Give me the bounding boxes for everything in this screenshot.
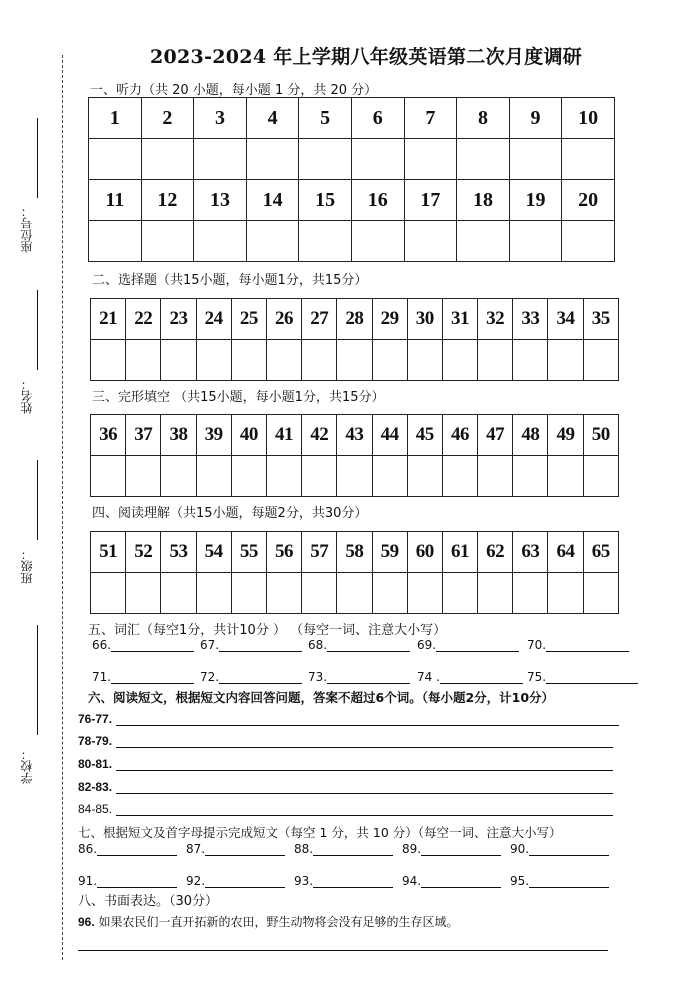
answer-cell[interactable] bbox=[194, 139, 247, 180]
answer-cell[interactable] bbox=[231, 456, 266, 497]
blank-number: 68. bbox=[308, 638, 328, 652]
question-number: 23 bbox=[161, 299, 196, 340]
question-number: 24 bbox=[196, 299, 231, 340]
question-number: 19 bbox=[509, 180, 562, 221]
question-number: 10 bbox=[562, 98, 615, 139]
question-number: 1 bbox=[89, 98, 142, 139]
answer-cell[interactable] bbox=[457, 221, 510, 262]
choice-answer-row bbox=[91, 340, 619, 381]
answer-cell[interactable] bbox=[583, 573, 618, 614]
reading-answer-row bbox=[91, 573, 619, 614]
question-number: 61 bbox=[442, 532, 477, 573]
answer-line[interactable] bbox=[116, 747, 613, 748]
answer-cell[interactable] bbox=[372, 340, 407, 381]
listening-number-row-1 bbox=[89, 98, 615, 139]
blank-number: 72. bbox=[200, 670, 220, 684]
answer-cell[interactable] bbox=[457, 139, 510, 180]
question-number: 43 bbox=[337, 415, 372, 456]
question-number: 64 bbox=[548, 532, 583, 573]
blank-number: 93. bbox=[294, 874, 314, 888]
answer-blank[interactable] bbox=[546, 638, 629, 652]
answer-cell[interactable] bbox=[299, 221, 352, 262]
question-number: 46 bbox=[442, 415, 477, 456]
answer-cell[interactable] bbox=[126, 456, 161, 497]
page-title: 2023-2024 年上学期八年级英语第二次月度调研 bbox=[150, 46, 583, 68]
answer-cell[interactable] bbox=[161, 456, 196, 497]
question-number: 56 bbox=[266, 532, 301, 573]
qa-number: 80-81. bbox=[78, 757, 113, 771]
answer-cell[interactable] bbox=[548, 573, 583, 614]
blank-number: 94. bbox=[402, 874, 422, 888]
answer-cell[interactable] bbox=[266, 456, 301, 497]
answer-cell[interactable] bbox=[161, 573, 196, 614]
question-number: 54 bbox=[196, 532, 231, 573]
answer-cell[interactable] bbox=[89, 221, 142, 262]
question-number: 21 bbox=[91, 299, 126, 340]
question-number: 36 bbox=[91, 415, 126, 456]
answer-cell[interactable] bbox=[372, 456, 407, 497]
question-number: 41 bbox=[266, 415, 301, 456]
answer-cell[interactable] bbox=[509, 139, 562, 180]
blank-number: 71. bbox=[92, 670, 112, 684]
answer-cell[interactable] bbox=[548, 340, 583, 381]
qa-number: 84-85. bbox=[78, 802, 113, 816]
answer-blank[interactable] bbox=[313, 874, 393, 888]
class-label: 班级： bbox=[20, 548, 34, 584]
seat-number-line bbox=[37, 118, 38, 198]
answer-cell[interactable] bbox=[89, 139, 142, 180]
question-number: 5 bbox=[299, 98, 352, 139]
answer-cell[interactable] bbox=[562, 221, 615, 262]
question-number: 26 bbox=[266, 299, 301, 340]
answer-blank[interactable] bbox=[421, 842, 501, 856]
answer-cell[interactable] bbox=[407, 340, 442, 381]
cloze-number-row bbox=[91, 415, 619, 456]
reading-number-row bbox=[91, 532, 619, 573]
seat-number-label: 座位号： bbox=[20, 205, 34, 253]
question-number: 44 bbox=[372, 415, 407, 456]
question-number: 9 bbox=[509, 98, 562, 139]
name-label: 姓名： bbox=[20, 378, 34, 414]
answer-blank[interactable] bbox=[219, 670, 302, 684]
essay-answer-line[interactable] bbox=[78, 950, 608, 951]
choice-answer-grid bbox=[90, 298, 619, 381]
answer-blank[interactable] bbox=[111, 670, 194, 684]
blank-number: 69. bbox=[417, 638, 437, 652]
answer-blank[interactable] bbox=[327, 638, 410, 652]
answer-cell[interactable] bbox=[509, 221, 562, 262]
question-number: 22 bbox=[126, 299, 161, 340]
question-number: 11 bbox=[89, 180, 142, 221]
answer-cell[interactable] bbox=[442, 340, 477, 381]
completion-blanks bbox=[78, 842, 638, 892]
blank-number: 90. bbox=[510, 842, 530, 856]
question-number: 39 bbox=[196, 415, 231, 456]
section-writing-heading: 八、书面表达。（30分） bbox=[78, 894, 219, 909]
listening-answer-row-2 bbox=[89, 221, 615, 262]
question-number: 57 bbox=[302, 532, 337, 573]
answer-line[interactable] bbox=[116, 725, 619, 726]
answer-blank[interactable] bbox=[421, 874, 501, 888]
question-number: 30 bbox=[407, 299, 442, 340]
question-number: 55 bbox=[231, 532, 266, 573]
blank-number: 91. bbox=[78, 874, 98, 888]
blank-number: 67. bbox=[200, 638, 220, 652]
question-number: 52 bbox=[126, 532, 161, 573]
answer-cell[interactable] bbox=[513, 456, 548, 497]
class-line bbox=[37, 460, 38, 540]
answer-blank[interactable] bbox=[327, 670, 410, 684]
question-number: 40 bbox=[231, 415, 266, 456]
blank-number: 92. bbox=[186, 874, 206, 888]
class-field[interactable] bbox=[18, 460, 58, 590]
answer-cell[interactable] bbox=[231, 340, 266, 381]
question-number: 29 bbox=[372, 299, 407, 340]
answer-blank[interactable] bbox=[97, 874, 177, 888]
answer-line[interactable] bbox=[116, 770, 613, 771]
essay-prompt-text: 如果农民们一直开拓新的农田，野生动物将会没有足够的生存区域。 bbox=[98, 915, 459, 929]
blank-number: 75. bbox=[527, 670, 547, 684]
question-number: 59 bbox=[372, 532, 407, 573]
qa-number: 76-77. bbox=[78, 712, 113, 726]
answer-cell[interactable] bbox=[442, 573, 477, 614]
question-number: 20 bbox=[562, 180, 615, 221]
answer-cell[interactable] bbox=[351, 221, 404, 262]
answer-cell[interactable] bbox=[372, 573, 407, 614]
answer-cell[interactable] bbox=[302, 456, 337, 497]
reading-answer-grid bbox=[90, 531, 619, 614]
vocab-blanks bbox=[92, 638, 652, 688]
question-number: 13 bbox=[194, 180, 247, 221]
qa-number: 82-83. bbox=[78, 780, 113, 794]
answer-cell[interactable] bbox=[141, 221, 194, 262]
cut-line bbox=[62, 55, 63, 960]
name-line bbox=[37, 290, 38, 370]
section-vocab-heading: 五、词汇（每空1分，共计10分 ） （每空一词、注意大小写） bbox=[88, 623, 447, 638]
answer-cell[interactable] bbox=[404, 139, 457, 180]
answer-cell[interactable] bbox=[91, 340, 126, 381]
listening-answer-row-1 bbox=[89, 139, 615, 180]
answer-line[interactable] bbox=[116, 815, 613, 816]
essay-prompt bbox=[78, 913, 459, 930]
section-choice-heading: 二、选择题（共15小题，每小题1分，共15分） bbox=[92, 273, 368, 288]
question-number: 12 bbox=[141, 180, 194, 221]
question-number: 15 bbox=[299, 180, 352, 221]
answer-cell[interactable] bbox=[478, 573, 513, 614]
question-number: 34 bbox=[548, 299, 583, 340]
blank-number: 70. bbox=[527, 638, 547, 652]
answer-cell[interactable] bbox=[194, 221, 247, 262]
answer-cell[interactable] bbox=[478, 340, 513, 381]
question-number: 37 bbox=[126, 415, 161, 456]
answer-blank[interactable] bbox=[219, 638, 302, 652]
answer-cell[interactable] bbox=[337, 456, 372, 497]
blank-number: 86. bbox=[78, 842, 98, 856]
question-number: 18 bbox=[457, 180, 510, 221]
question-number: 17 bbox=[404, 180, 457, 221]
answer-blank[interactable] bbox=[440, 670, 523, 684]
answer-blank[interactable] bbox=[529, 842, 609, 856]
answer-cell[interactable] bbox=[407, 573, 442, 614]
section-listening-heading: 一、听力（共 20 小题，每小题 1 分，共 20 分） bbox=[90, 83, 378, 98]
question-number: 8 bbox=[457, 98, 510, 139]
question-number: 49 bbox=[548, 415, 583, 456]
question-number: 32 bbox=[478, 299, 513, 340]
school-line bbox=[37, 625, 38, 735]
question-number: 2 bbox=[141, 98, 194, 139]
answer-cell[interactable] bbox=[513, 573, 548, 614]
question-number: 31 bbox=[442, 299, 477, 340]
answer-cell[interactable] bbox=[246, 139, 299, 180]
name-field[interactable] bbox=[18, 290, 58, 420]
section-qa-heading: 六、阅读短文，根据短文内容回答问题，答案不超过6个词。（每小题2分，计10分） bbox=[88, 690, 555, 705]
blank-number: 89. bbox=[402, 842, 422, 856]
question-number: 63 bbox=[513, 532, 548, 573]
qa-row bbox=[78, 712, 623, 728]
seat-number-field[interactable] bbox=[18, 118, 58, 258]
answer-blank[interactable] bbox=[205, 874, 285, 888]
question-number: 27 bbox=[302, 299, 337, 340]
question-number: 50 bbox=[583, 415, 618, 456]
blank-number: 87. bbox=[186, 842, 206, 856]
answer-cell[interactable] bbox=[161, 340, 196, 381]
answer-cell[interactable] bbox=[548, 456, 583, 497]
answer-cell[interactable] bbox=[562, 139, 615, 180]
question-number: 3 bbox=[194, 98, 247, 139]
answer-cell[interactable] bbox=[299, 139, 352, 180]
qa-row bbox=[78, 734, 623, 750]
question-number: 25 bbox=[231, 299, 266, 340]
question-number: 42 bbox=[302, 415, 337, 456]
section-cloze-heading: 三、完形填空 （共15小题，每小题1分，共15分） bbox=[92, 390, 385, 405]
school-label: 学校： bbox=[20, 748, 34, 784]
answer-cell[interactable] bbox=[337, 573, 372, 614]
choice-number-row bbox=[91, 299, 619, 340]
answer-blank[interactable] bbox=[546, 670, 638, 684]
answer-blank[interactable] bbox=[313, 842, 393, 856]
question-number: 47 bbox=[478, 415, 513, 456]
answer-cell[interactable] bbox=[302, 573, 337, 614]
qa-row bbox=[78, 802, 623, 818]
question-number: 62 bbox=[478, 532, 513, 573]
blank-number: 74 . bbox=[417, 670, 440, 684]
answer-blank[interactable] bbox=[111, 638, 194, 652]
question-number: 53 bbox=[161, 532, 196, 573]
question-number: 7 bbox=[404, 98, 457, 139]
answer-cell[interactable] bbox=[337, 340, 372, 381]
answer-cell[interactable] bbox=[91, 456, 126, 497]
answer-cell[interactable] bbox=[196, 340, 231, 381]
blank-number: 73. bbox=[308, 670, 328, 684]
answer-line[interactable] bbox=[116, 793, 613, 794]
answer-cell[interactable] bbox=[404, 221, 457, 262]
answer-cell[interactable] bbox=[478, 456, 513, 497]
essay-number: 96. bbox=[78, 915, 95, 929]
answer-cell[interactable] bbox=[231, 573, 266, 614]
answer-cell[interactable] bbox=[266, 573, 301, 614]
question-number: 48 bbox=[513, 415, 548, 456]
question-number: 28 bbox=[337, 299, 372, 340]
answer-cell[interactable] bbox=[302, 340, 337, 381]
question-number: 45 bbox=[407, 415, 442, 456]
question-number: 38 bbox=[161, 415, 196, 456]
blank-number: 95. bbox=[510, 874, 530, 888]
answer-cell[interactable] bbox=[266, 340, 301, 381]
blank-number: 88. bbox=[294, 842, 314, 856]
answer-cell[interactable] bbox=[351, 139, 404, 180]
answer-cell[interactable] bbox=[126, 340, 161, 381]
blank-number: 66. bbox=[92, 638, 112, 652]
answer-cell[interactable] bbox=[196, 456, 231, 497]
school-field[interactable] bbox=[18, 625, 58, 795]
question-number: 4 bbox=[246, 98, 299, 139]
question-number: 60 bbox=[407, 532, 442, 573]
answer-cell[interactable] bbox=[246, 221, 299, 262]
answer-cell[interactable] bbox=[196, 573, 231, 614]
answer-cell[interactable] bbox=[442, 456, 477, 497]
listening-number-row-2 bbox=[89, 180, 615, 221]
qa-row bbox=[78, 780, 623, 796]
section-reading-heading: 四、阅读理解（共15小题，每题2分，共30分） bbox=[92, 506, 368, 521]
question-number: 58 bbox=[337, 532, 372, 573]
question-number: 33 bbox=[513, 299, 548, 340]
answer-cell[interactable] bbox=[141, 139, 194, 180]
answer-cell[interactable] bbox=[513, 340, 548, 381]
qa-row bbox=[78, 757, 623, 773]
binding-margin bbox=[0, 0, 75, 983]
cloze-answer-grid bbox=[90, 414, 619, 497]
question-number: 16 bbox=[351, 180, 404, 221]
answer-blank[interactable] bbox=[205, 842, 285, 856]
answer-cell[interactable] bbox=[583, 340, 618, 381]
answer-cell[interactable] bbox=[407, 456, 442, 497]
question-number: 6 bbox=[351, 98, 404, 139]
question-number: 65 bbox=[583, 532, 618, 573]
answer-cell[interactable] bbox=[583, 456, 618, 497]
listening-answer-grid bbox=[88, 97, 615, 262]
answer-blank[interactable] bbox=[436, 638, 519, 652]
question-number: 35 bbox=[583, 299, 618, 340]
answer-cell[interactable] bbox=[126, 573, 161, 614]
question-number: 14 bbox=[246, 180, 299, 221]
answer-blank[interactable] bbox=[97, 842, 177, 856]
question-number: 51 bbox=[91, 532, 126, 573]
section-completion-heading: 七、根据短文及首字母提示完成短文（每空 1 分，共 10 分）（每空一词、注意大小写） bbox=[78, 825, 562, 840]
cloze-answer-row bbox=[91, 456, 619, 497]
answer-cell[interactable] bbox=[91, 573, 126, 614]
qa-number: 78-79. bbox=[78, 734, 113, 748]
answer-blank[interactable] bbox=[529, 874, 609, 888]
